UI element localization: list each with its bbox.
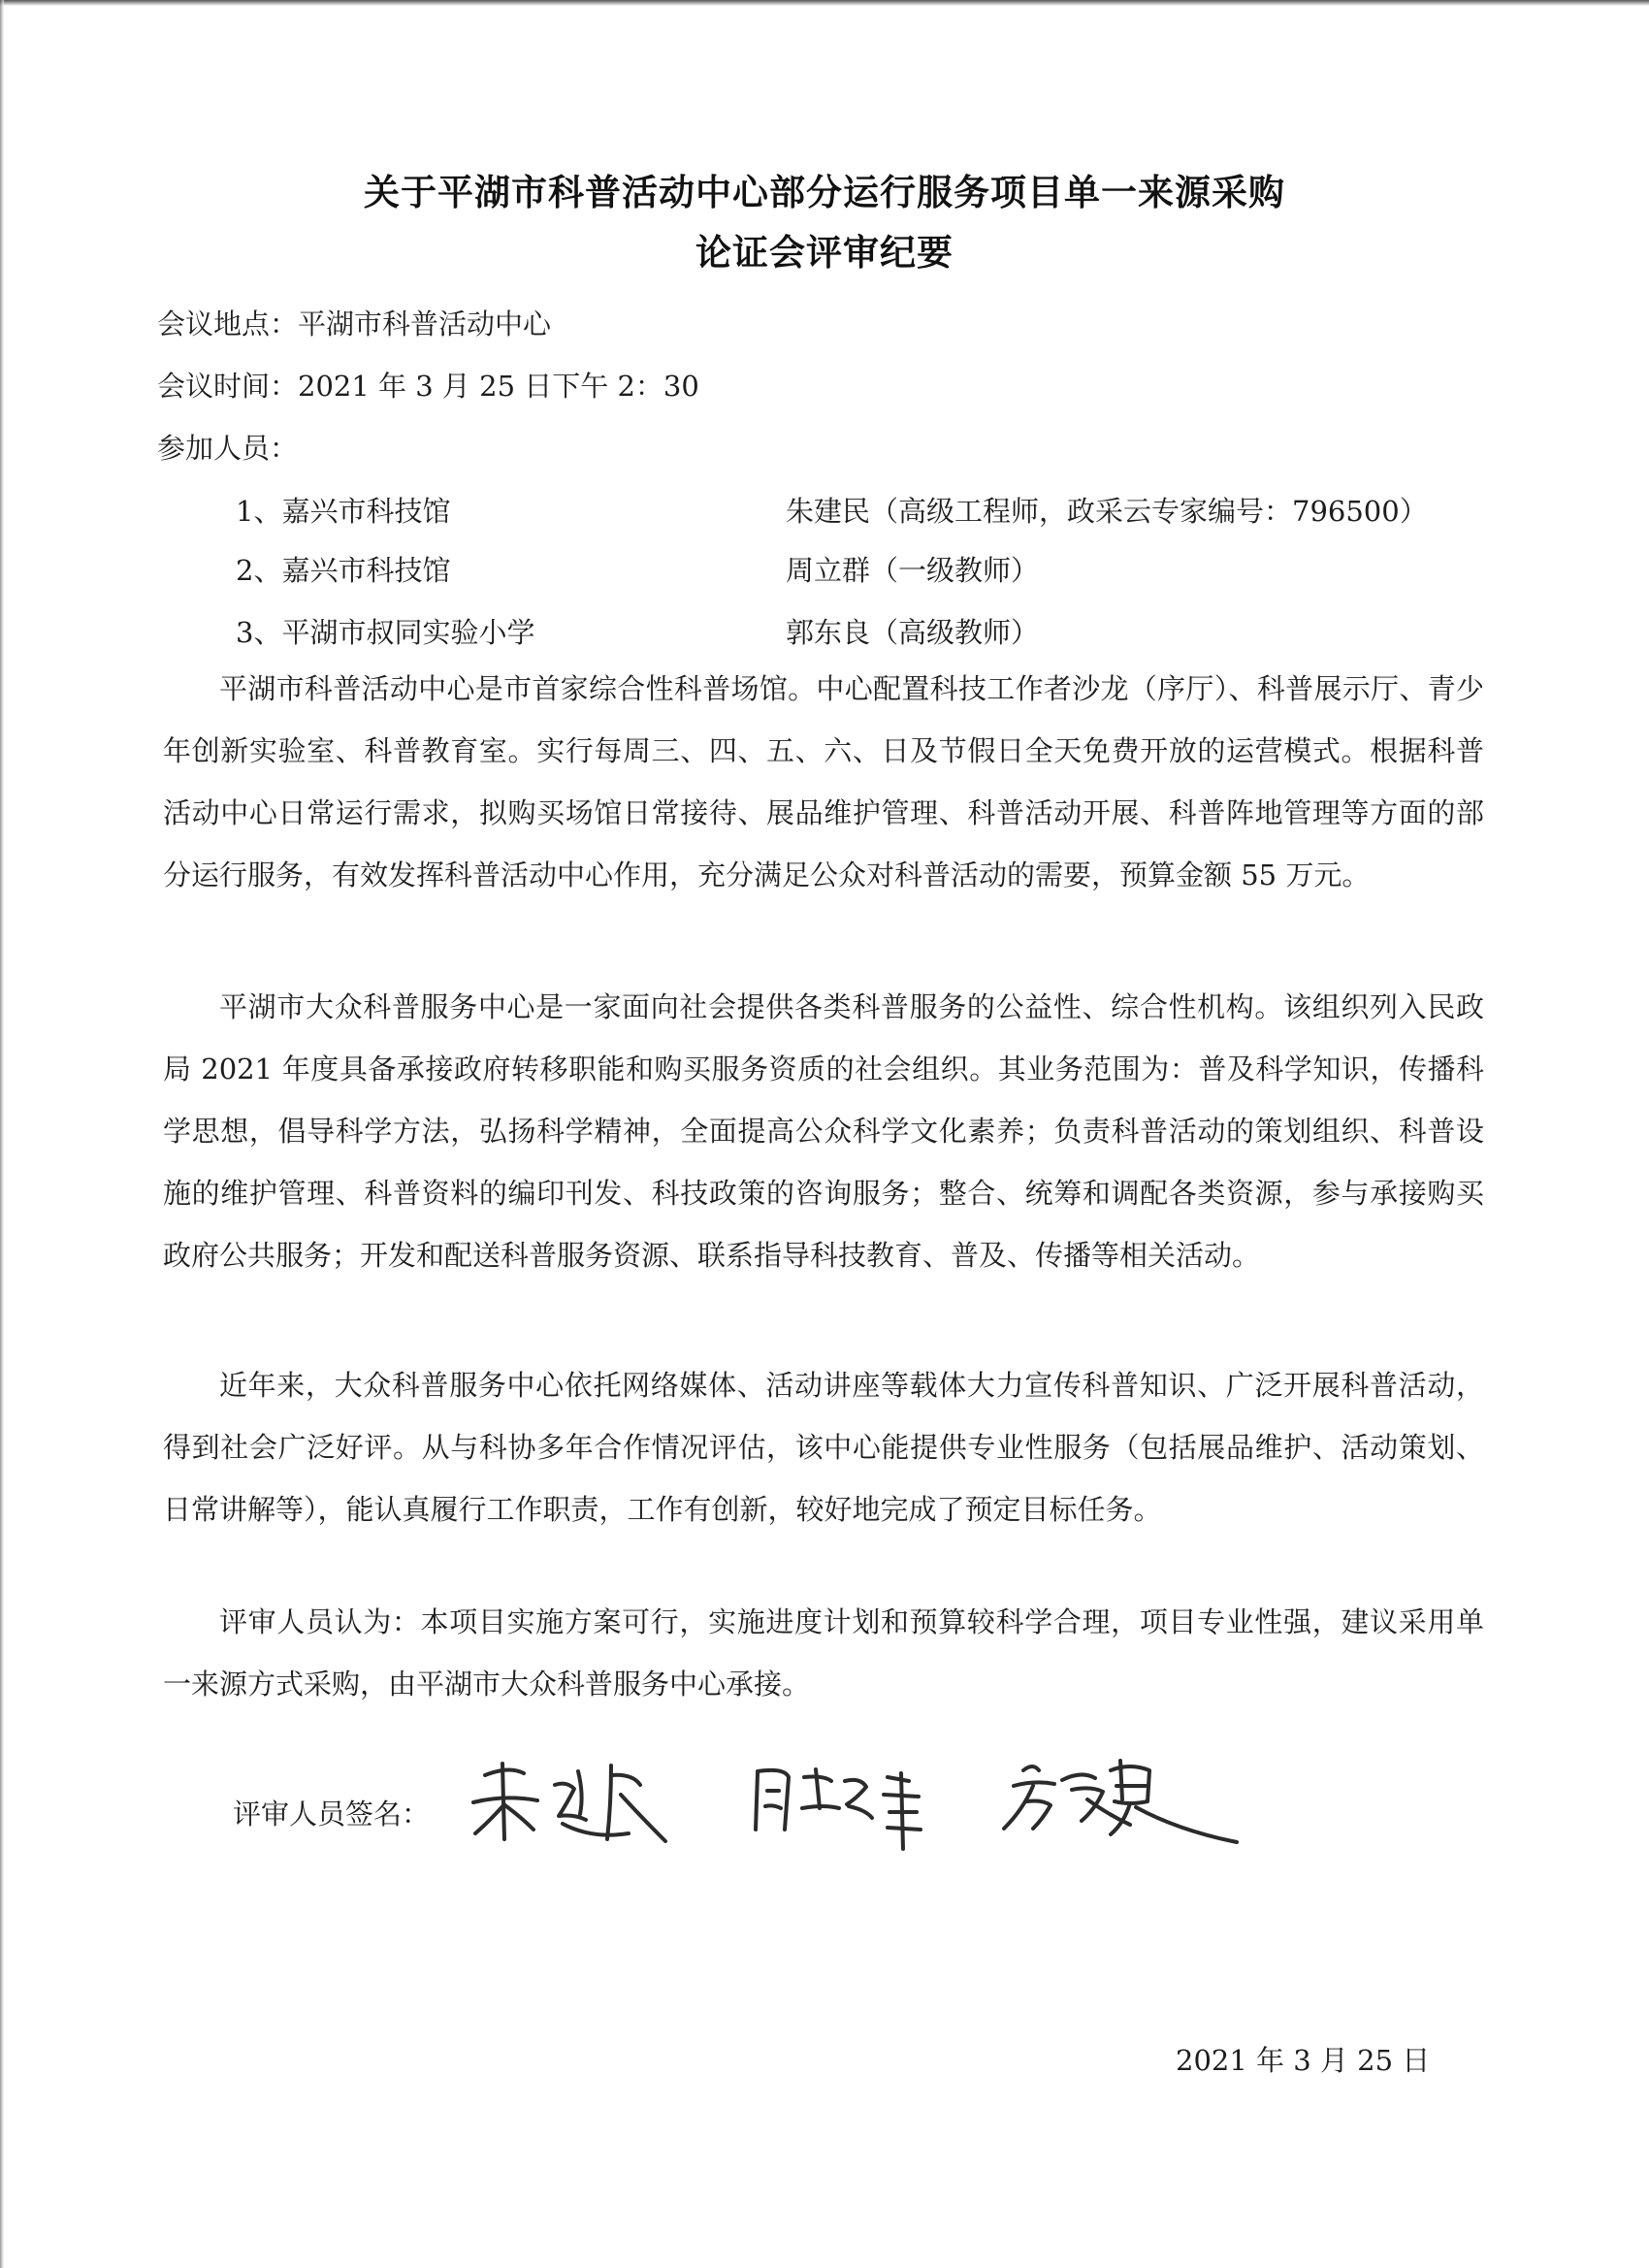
signature-zhou-liqun (742, 1748, 946, 1855)
participant-person: 郭东良（高级教师） (786, 616, 1040, 649)
document-date: 2021 年 3 月 25 日 (1176, 2044, 1431, 2077)
signature-zhu-jianmin (466, 1746, 679, 1853)
meeting-location (157, 303, 551, 342)
signature-label: 评审人员签名： (233, 1798, 431, 1831)
participant-unit: 1、嘉兴市科技馆 (236, 495, 451, 528)
meeting-location-label: 会议地点： (157, 308, 299, 340)
document-title-line-2: 论证会评审纪要 (695, 232, 954, 274)
body-paragraph: 平湖市科普活动中心是市首家综合性科普场馆。中心配置科技工作者沙龙（序厅）、科普展示厅、青少年创新实验室、科普教育室。实行每周三、四、五、六、日及节假日全天免费开放的运营模式。根据科普活动中心日常运行需求，拟购买场馆日常接待、展品维护管理、科普活动开展、科普阵地管理等方面的部分运行服务，有效发挥科普活动中心作用，充分满足公众对科普活动的需要，预算金额 55 万元。 (163, 672, 1484, 891)
meeting-time-value: 2021 年 3 月 25 日下午 2：30 (298, 370, 699, 403)
participant-unit: 2、嘉兴市科技馆 (236, 554, 451, 587)
scan-edge (0, 0, 4, 2268)
meeting-time (157, 365, 699, 405)
participants-heading: 参加人员： (157, 432, 299, 465)
body-paragraph: 平湖市大众科普服务中心是一家面向社会提供各类科普服务的公益性、综合性机构。该组织列入民政局 2021 年度具备承接政府转移职能和购买服务资质的社会组织。其业务范围为：普及科学知识，传播科学思想，倡导科学方法，弘扬科学精神，全面提高公众科学文化素养；负责科普活动的策划组织、科普设施的维护管理、科普资料的编印刊发、科技政策的咨询服务；整合、统筹和调配各类资源，参与承接购买政府公共服务；开发和配送科普服务资源、联系指导科技教育、普及、传播等相关活动。 (163, 990, 1484, 1272)
scan-edge (0, 0, 1649, 6)
signature-guo-dongliang (994, 1741, 1256, 1867)
body-paragraph: 评审人员认为：本项目实施方案可行，实施进度计划和预算较科学合理，项目专业性强，建议采用单一来源方式采购，由平湖市大众科普服务中心承接。 (163, 1605, 1484, 1701)
participant-person: 朱建民（高级工程师，政采云专家编号：796500） (786, 495, 1428, 528)
document-title-line-1: 关于平湖市科普活动中心部分运行服务项目单一来源采购 (364, 172, 1285, 213)
body-paragraph: 近年来，大众科普服务中心依托网络媒体、活动讲座等载体大力宣传科普知识、广泛开展科普活动，得到社会广泛好评。从与科协多年合作情况评估，该中心能提供专业性服务（包括展品维护、活动策划、日常讲解等），能认真履行工作职责，工作有创新，较好地完成了预定目标任务。 (163, 1369, 1484, 1526)
meeting-location-value: 平湖市科普活动中心 (298, 308, 552, 340)
participant-person: 周立群（一级教师） (786, 554, 1040, 587)
meeting-time-label: 会议时间： (157, 370, 299, 403)
participant-unit: 3、平湖市叔同实验小学 (236, 616, 535, 649)
